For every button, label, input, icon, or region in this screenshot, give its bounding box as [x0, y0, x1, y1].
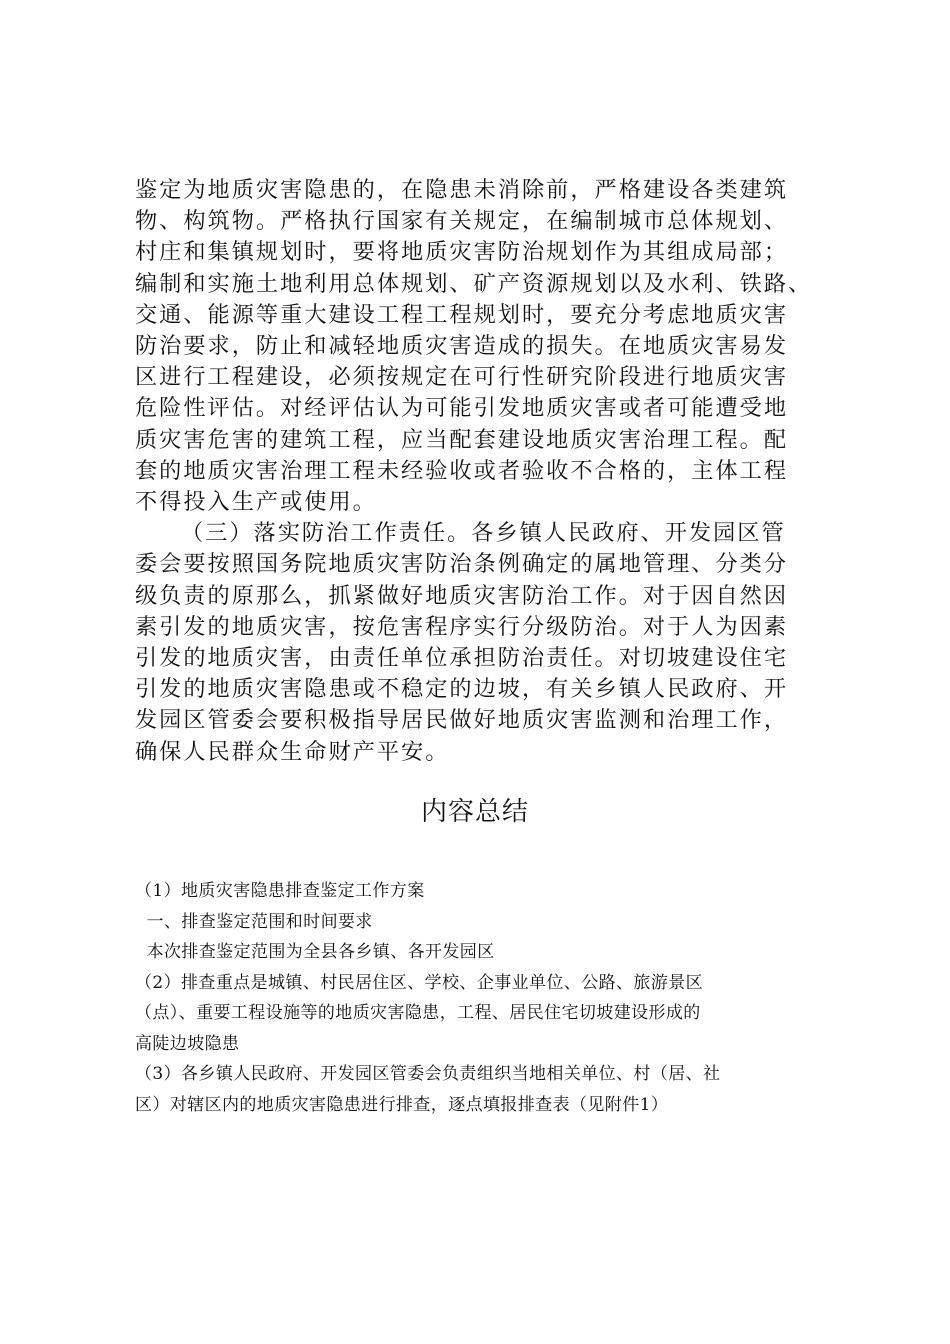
text-line: 引发的地质灾害隐患或不稳定的边坡，有关乡镇人民政府、开 [135, 676, 789, 703]
body-text [135, 175, 825, 768]
text-line: 级负责的原那么，抓紧做好地质灾害防治工作。对于因自然因 [135, 582, 789, 609]
text-line: 委会要按照国务院地质灾害防治条例确定的属地管理、分类分 [135, 551, 789, 578]
text-line: 引发的地质灾害，由责任单位承担防治责任。对切坡建设住宅 [135, 645, 789, 672]
paragraph-1 [135, 175, 825, 518]
text-line: 物、构筑物。严格执行国家有关规定，在编制城市总体规划、 [135, 208, 789, 235]
text-line: 发园区管委会要积极指导居民做好地质灾害监测和治理工作， [135, 707, 789, 734]
text-line: 套的地质灾害治理工程未经验收或者验收不合格的，主体工程 [135, 457, 789, 484]
summary-line: （2）排查重点是城镇、村民居住区、学校、企事业单位、公路、旅游景区 [135, 972, 704, 993]
summary-line: （1）地质灾害隐患排查鉴定工作方案 [135, 881, 425, 901]
text-line: 交通、能源等重大建设工程工程规划时，要充分考虑地质灾害 [135, 301, 789, 328]
summary-line: （点）、重要工程设施等的地质灾害隐患，工程、居民住宅切坡建设形成的 [135, 1003, 701, 1023]
text-line: 危险性评估。对经评估认为可能引发地质灾害或者可能遭受地 [135, 395, 789, 422]
text-line: 村庄和集镇规划时，要将地质灾害防治规划作为其组成局部； [135, 239, 789, 266]
text-line: 编制和实施土地利用总体规划、矿产资源规划以及水利、铁路、 [135, 270, 813, 297]
paragraph-2 [135, 518, 825, 768]
summary-title: 内容总结 [420, 797, 529, 827]
text-line: （三）落实防治工作责任。各乡镇人民政府、开发园区管 [181, 520, 786, 547]
summary-line: 高陡边坡隐患 [135, 1033, 240, 1054]
text-line: 质灾害危害的建筑工程，应当配套建设地质灾害治理工程。配 [135, 426, 789, 453]
summary-section [135, 876, 835, 1120]
summary-line: （3）各乡镇人民政府、开发园区管委会负责组织当地相关单位、村（居、社 [135, 1064, 721, 1084]
text-line: 确保人民群众生命财产平安。 [135, 738, 450, 765]
text-line: 不得投入生产或使用。 [135, 489, 377, 516]
summary-line: 一、排查鉴定范围和时间要求 [135, 911, 373, 932]
text-line: 鉴定为地质灾害隐患的，在隐患未消除前，严格建设各类建筑 [135, 177, 789, 203]
summary-line: 区）对辖区内的地质灾害隐患进行排查，逐点填报排查表（见附件1） [135, 1094, 669, 1115]
summary-line: 本次排查鉴定范围为全县各乡镇、各开发园区 [135, 942, 495, 962]
text-line: 素引发的地质灾害，按危害程序实行分级防治。对于人为因素 [135, 613, 789, 640]
text-line: 区进行工程建设，必须按规定在可行性研究阶段进行地质灾害 [135, 364, 789, 391]
text-line: 防治要求，防止和减轻地质灾害造成的损失。在地质灾害易发 [135, 333, 789, 360]
